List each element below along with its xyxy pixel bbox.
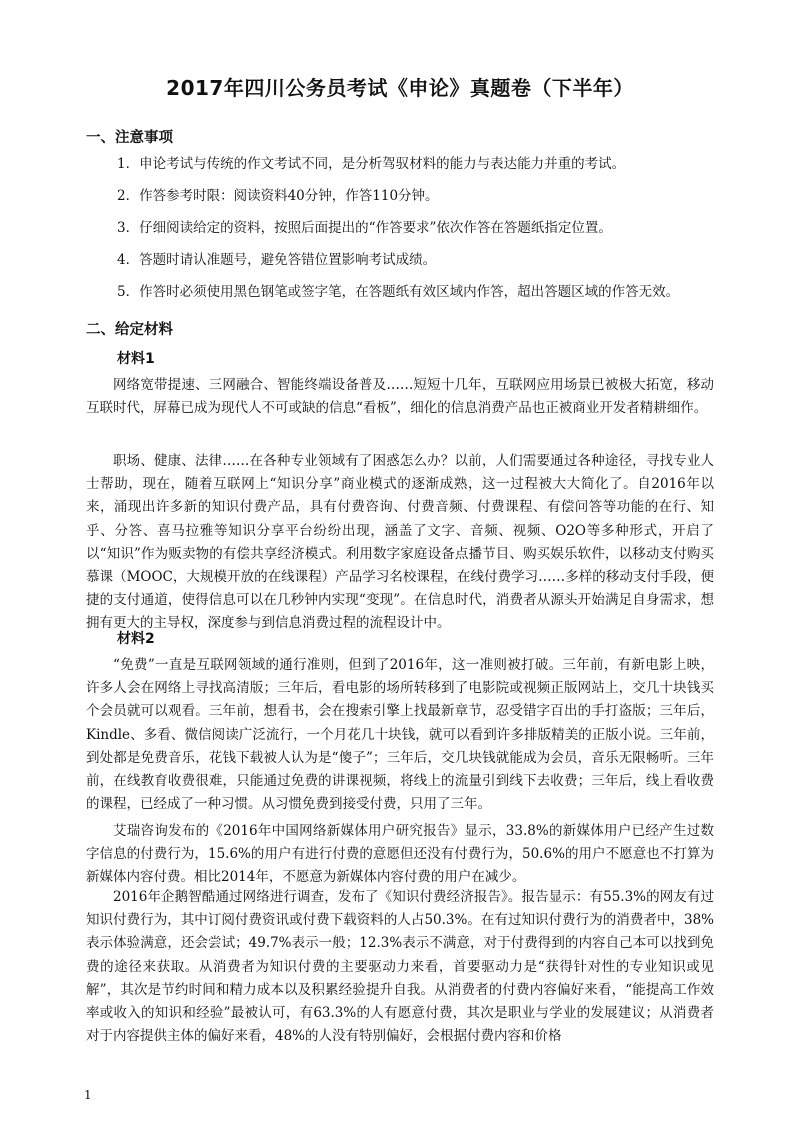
material-1-heading: 材料1: [117, 351, 155, 367]
note-item: 5．作答时必须使用黑色钢笔或签字笔，在答题纸有效区域内作答，超出答题区域的作答无效。: [117, 284, 680, 300]
note-item: 1．申论考试与传统的作文考试不同，是分析驾驭材料的能力与表达能力并重的考试。: [117, 156, 626, 172]
notes-list: [117, 148, 717, 308]
note-item: 4．答题时请认准题号，避免答错位置影响考试成绩。: [117, 252, 437, 268]
page-title: 2017年四川公务员考试《申论》真题卷（下半年）: [166, 76, 634, 100]
material-2-paragraph-3: 2016年企鹅智酷通过网络进行调查，发布了《知识付费经济报告》。报告显示：有55.3%的网友有过知识付费行为，其中订阅付费资讯或付费下载资料的人占50.3%。在有过知识付费行为的消费者中，38%表示体验满意，还会尝试；49.7%表示一般；12.3%表示不满意，对于付费得到的内容自己本可以找到免费的途径来获取。从消费者为知识付费的主要驱动力来看，首要驱动力是“获得针对性的专业知识或见解”，其次是节约时间和精力成本以及积累经验提升自我。从消费者的付费内容偏好来看，“能提高工作效率或收入的知识和经验”最被认可，有63.3%的人有愿意付费，其次是职业与学业的发展建议；从消费者对于内容提供主体的偏好来看，48%的人没有特别偏好，会根据付费内容和价格: [86, 889, 714, 1045]
material-1-paragraph-1: 网络宽带提速、三网融合、智能终端设备普及……短短十几年，互联网应用场景已被极大拓宽，移动互联时代，屏幕已成为现代人不可或缺的信息“看板”，细化的信息消费产品也正被商业开发者精耕细作。: [86, 377, 714, 417]
material-2-paragraph-2: 艾瑞咨询发布的《2016年中国网络新媒体用户研究报告》显示，33.8%的新媒体用户已经产生过数字信息的付费行为，15.6%的用户有进行付费的意愿但还没有付费行为，50.6%的用户不愿意也不打算为新媒体内容付费。相比2014年，不愿意为新媒体内容付费的用户在减少。: [86, 823, 714, 886]
material-1-paragraph-2: 职场、健康、法律……在各种专业领域有了困惑怎么办？以前，人们需要通过各种途径，寻找专业人士帮助，现在，随着互联网上“知识分享”商业模式的逐渐成熟，这一过程被大大简化了。自2016年以来，涌现出许多新的知识付费产品，具有付费咨询、付费音频、付费课程、有偿问答等功能的在行、知乎、分答、喜马拉雅等知识分享平台纷纷出现，涵盖了文字、音频、视频、O2O等多种形式，开启了以“知识”作为贩卖物的有偿共享经济模式。利用数字家庭设备点播节目、购买娱乐软件，以移动支付购买慕课（MOOC，大规模开放的在线课程）产品学习名校课程，在线付费学习……多样的移动支付手段，便捷的支付通道，使得信息可以在几秒钟内实现“变现”。在信息时代，消费者从源头开始满足自身需求，想拥有更大的主导权，深度参与到信息消费过程的流程设计中。: [86, 453, 714, 632]
note-item: 3．仔细阅读给定的资料，按照后面提出的“作答要求”依次作答在答题纸指定位置。: [117, 220, 612, 236]
material-2-paragraph-1: “免费”一直是互联网领域的通行准则，但到了2016年，这一准则被打破。三年前，有新电影上映，许多人会在网络上寻找高清版；三年后，看电影的场所转移到了电影院或视频正版网站上，交几十块钱买个会员就可以观看。三年前，想看书，会在搜索引擎上找最新章节，忍受错字百出的手打盗版；三年后，Kindle、多看、微信阅读广泛流行，一个月花几十块钱，就可以看到许多排版精美的正版小说。三年前，到处都是免费音乐，花钱下载被人认为是“傻子”；三年后，交几块钱就能成为会员，音乐无限畅听。三年前，在线教育收费很难，只能通过免费的讲课视频，将线上的流量引到线下去收费；三年后，线上看收费的课程，已经成了一种习惯。从习惯免费到接受付费，只用了三年。: [86, 657, 714, 813]
page-number: 1: [84, 1088, 92, 1102]
section-heading-materials: 二、给定材料: [86, 322, 173, 338]
section-heading-notes: 一、注意事项: [86, 130, 173, 146]
material-2-heading: 材料2: [117, 631, 155, 647]
note-item: 2．作答参考时限：阅读资料40分钟，作答110分钟。: [117, 188, 439, 204]
